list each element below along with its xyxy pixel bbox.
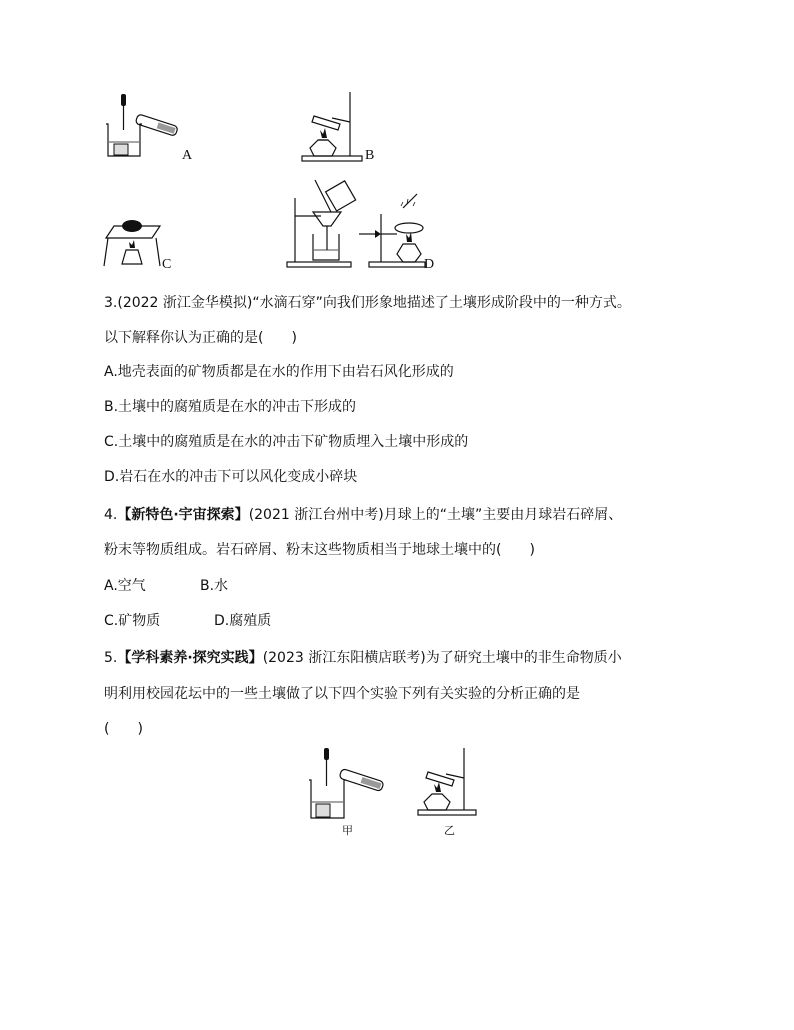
q4-option-a: A.空气 — [104, 578, 146, 594]
figure-yi-stand-lamp — [416, 744, 480, 818]
q5-stem-line2: 明利用校园花坛中的一些土壤做了以下四个实验下列有关实验的分析正确的是 — [104, 686, 580, 702]
figure-a-label: A — [182, 148, 193, 163]
figure-b-stand-lamp — [300, 88, 375, 163]
figure-d-label: D — [424, 257, 435, 272]
q5-number: 5. — [104, 650, 118, 666]
q4-option-d: D.腐殖质 — [214, 613, 272, 629]
q5-stem-line3: ( ) — [104, 721, 143, 737]
q4-tag: 【新特色·宇宙探索】 — [117, 507, 249, 523]
q4-option-c: C.矿物质 — [104, 613, 161, 629]
q4-option-b: B.水 — [200, 578, 229, 594]
figure-jia-beaker-dropper — [306, 746, 391, 824]
q3-stem-line1: 3.(2022 浙江金华模拟)“水滴石穿”向我们形象地描述了土壤形成阶段中的一种方式。 — [104, 295, 631, 311]
q3-option-a: A.地壳表面的矿物质都是在水的作用下由岩石风化形成的 — [104, 364, 454, 380]
figure-b-label: B — [365, 148, 375, 163]
figure-d-filter-evaporate — [285, 178, 435, 270]
q5-stem-line1 — [104, 648, 622, 668]
q4-stem-line2: 粉末等物质组成。岩石碎屑、粉末这些物质相当于地球土壤中的( ) — [104, 542, 535, 558]
q4-number: 4. — [104, 507, 118, 523]
figure-c-gauze-lamp — [104, 194, 164, 269]
q3-stem-line2: 以下解释你认为正确的是( ) — [104, 330, 297, 346]
q5-tag: 【学科素养·探究实践】 — [117, 650, 263, 666]
q3-option-b: B.土壤中的腐殖质是在水的冲击下形成的 — [104, 399, 357, 415]
figure-yi-label: 乙 — [444, 824, 455, 837]
q3-option-c: C.土壤中的腐殖质是在水的冲击下矿物质埋入土壤中形成的 — [104, 434, 469, 450]
q3-option-d: D.岩石在水的冲击下可以风化变成小碎块 — [104, 469, 358, 485]
figure-c-label: C — [162, 257, 172, 272]
q5-stem-text: (2023 浙江东阳横店联考)为了研究土壤中的非生命物质小 — [262, 650, 622, 666]
q4-stem-text: (2021 浙江台州中考)月球上的“土壤”主要由月球岩石碎屑、 — [248, 507, 623, 523]
figure-jia-label: 甲 — [342, 824, 353, 837]
figure-a-beaker-dropper — [100, 92, 185, 164]
q4-stem-line1 — [104, 505, 622, 525]
